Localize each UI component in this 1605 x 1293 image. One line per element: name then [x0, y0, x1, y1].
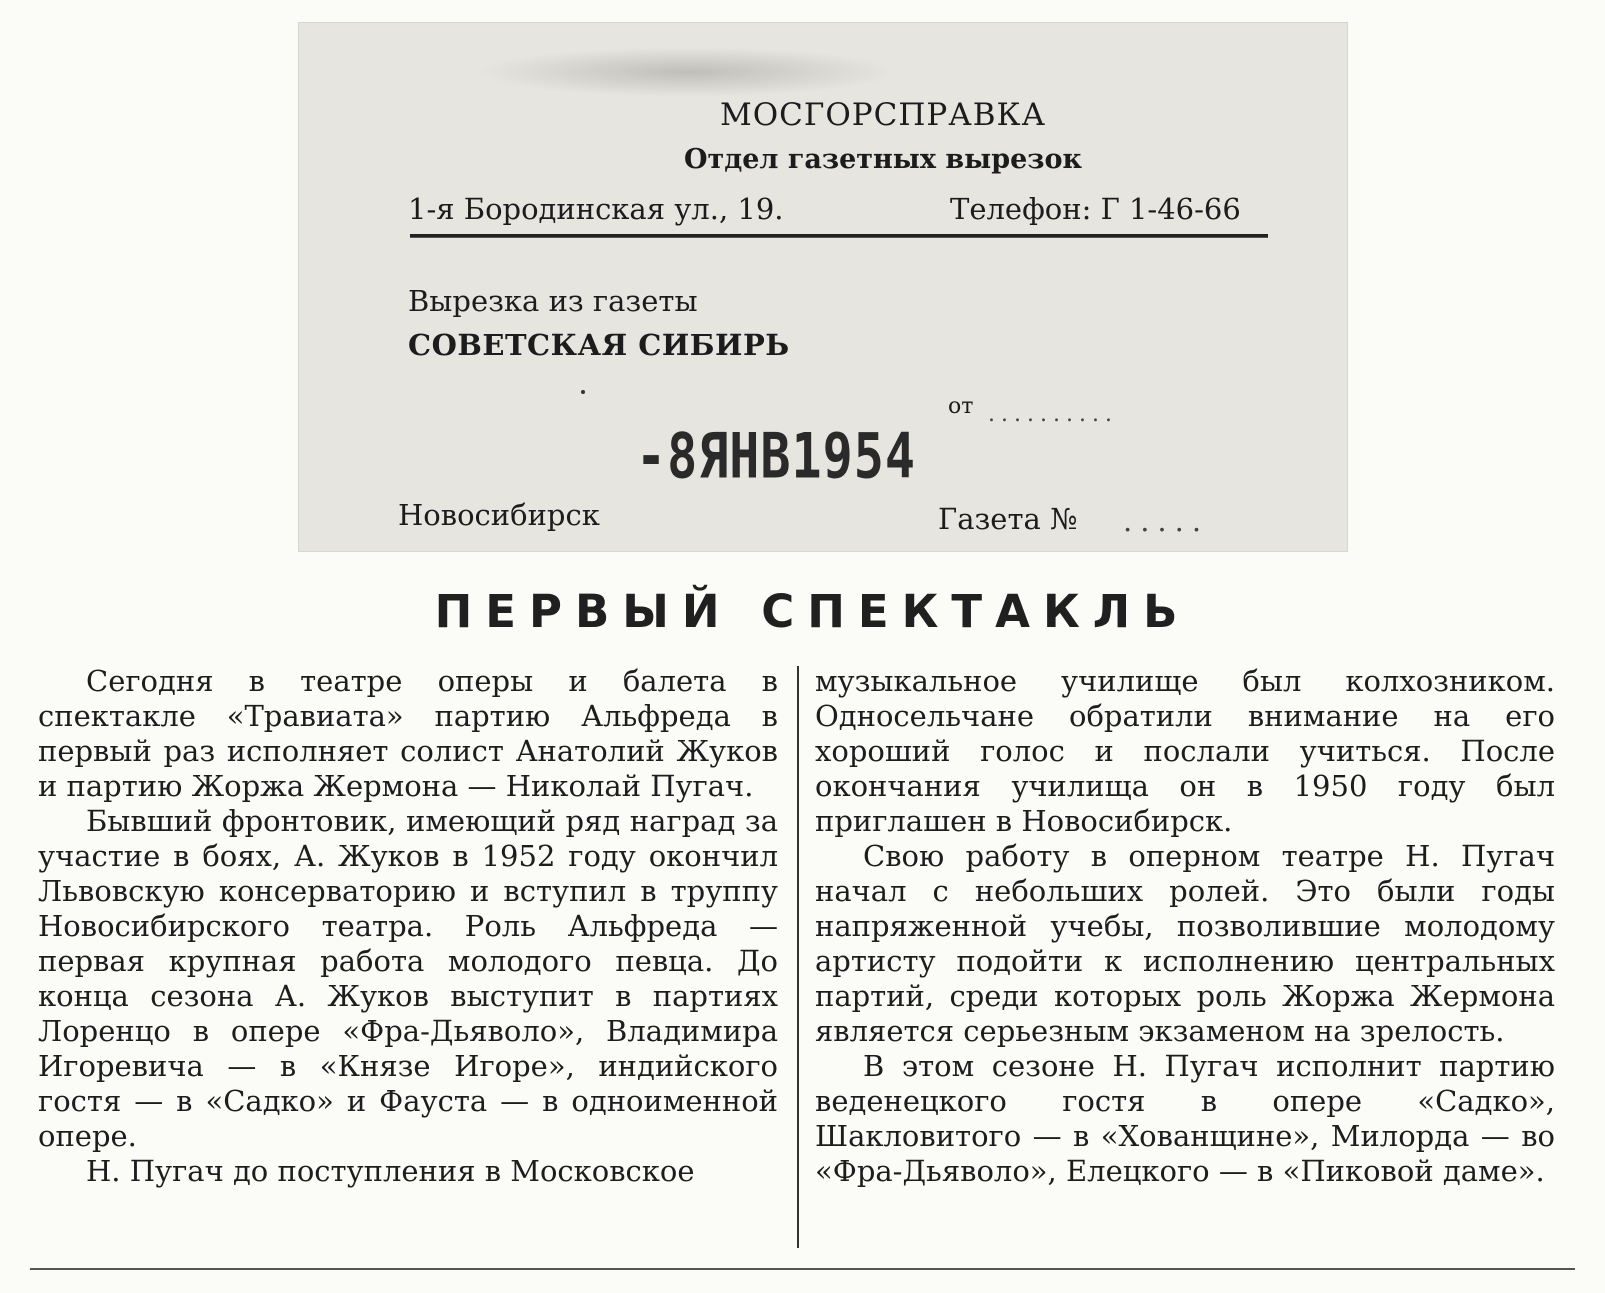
organization-name: МОСГОРСПРАВКА	[719, 97, 1046, 133]
issue-number-label: Газета №	[938, 502, 1078, 536]
issue-blank-dots: .....	[1123, 504, 1210, 538]
date-stamp: -8ЯНВ1954	[636, 420, 916, 493]
paragraph: Н. Пугач до поступления в Московское	[86, 1154, 695, 1188]
paragraph-continuation: музыкальное училище был колхозником. Односельчане обратили внимание на его хороший голос и послали учиться. После окончания училища он в 1950 году был приглашен в Новосибирск.	[815, 664, 1555, 838]
newspaper-name: СОВЕТСКАЯ СИБИРЬ	[408, 328, 790, 362]
bureau-address: 1-я Бородинская ул., 19.	[408, 192, 784, 226]
ink-smudge	[478, 47, 898, 97]
paragraph: Свою работу в оперном театре Н. Пугач начал с небольших ролей. Это были годы напряженной учебы, позволившие молодому артисту подойти к исполнению центральных партий, среди которых роль Жоржа Жермона является серьезным экзаменом на зрелость.	[815, 839, 1555, 1048]
department-name: Отдел газетных вырезок	[684, 144, 1082, 175]
bottom-rule	[30, 1268, 1575, 1270]
article-column-left	[38, 664, 778, 1189]
label-divider	[410, 234, 1268, 238]
clipping-bureau-label	[298, 22, 1348, 552]
paragraph: Сегодня в театре оперы и балета в спектакле «Травиата» партию Альфреда в первый раз исполняет солист Анатолий Жуков и партию Жоржа Жермона — Николай Пугач.	[38, 664, 778, 803]
from-blank-dots: ..........	[988, 402, 1118, 427]
paragraph: Бывший фронтовик, имеющий ряд наград за участие в боях, А. Жуков в 1952 году окончил Львовскую консерваторию и вступил в труппу Новосибирского театра. Роль Альфреда — первая крупная работа молодого певца. До конца сезона А. Жуков выступит в партиях Лоренцо в опере «Фра-Дьяволо», Владимира Игоревича — в «Князе Игоре», индийского гостя — в «Садко» и Фауста — в одноименной опере.	[38, 804, 778, 1153]
paragraph: В этом сезоне Н. Пугач исполнит партию веденецкого гостя в опере «Садко», Шакловитого — в «Хованщине», Милорда — во «Фра-Дьяволо», Елецкого — в «Пиковой даме».	[815, 1049, 1555, 1188]
ink-dot	[581, 390, 585, 394]
article-headline: ПЕРВЫЙ СПЕКТАКЛЬ	[434, 585, 1191, 638]
column-divider	[797, 666, 799, 1248]
city-name: Новосибирск	[398, 498, 600, 532]
from-label: от	[948, 394, 974, 419]
bureau-phone: Телефон: Г 1-46-66	[950, 192, 1241, 226]
clipping-from-label: Вырезка из газеты	[408, 284, 698, 318]
article-column-right	[815, 664, 1555, 1189]
